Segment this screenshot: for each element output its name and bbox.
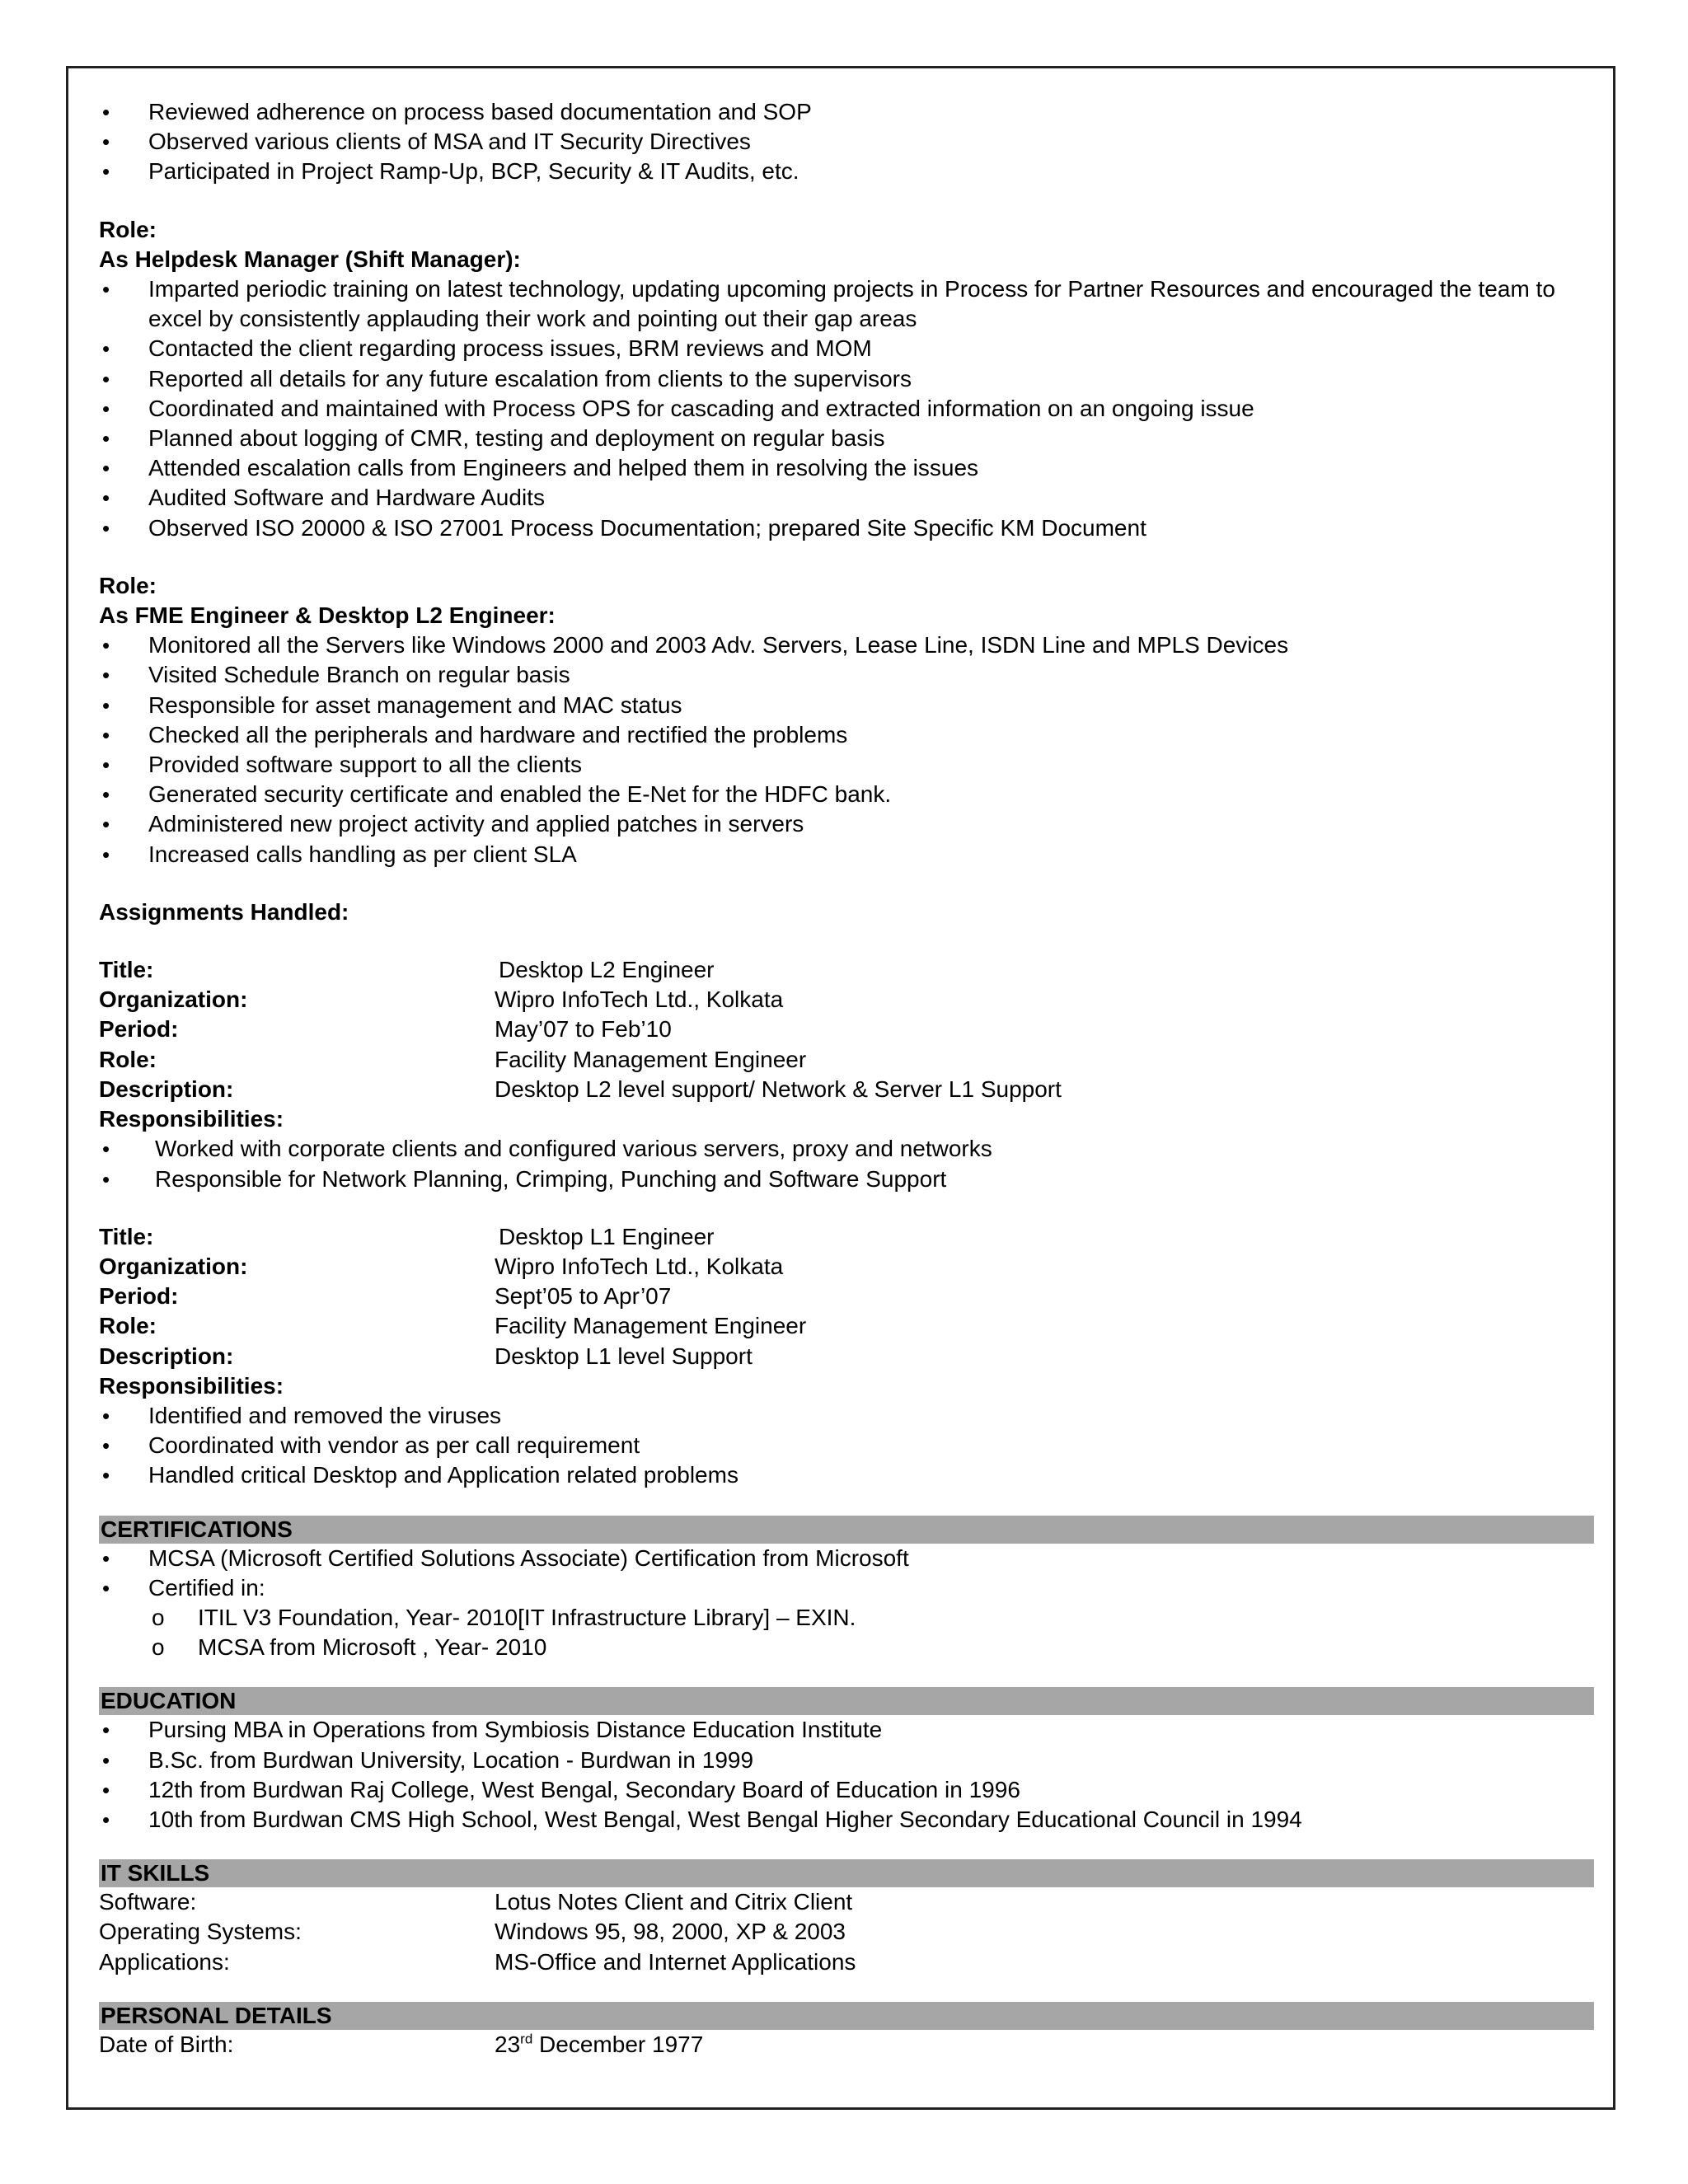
field-label: Title: <box>99 1223 154 1249</box>
assignment-role: Facility Management Engineer <box>495 1046 807 1072</box>
list-item: • Planned about logging of CMR, testing and deployment on regular basis <box>99 424 1591 453</box>
list-item: • Provided software support to all the clients <box>99 750 1591 780</box>
role-bullet-list <box>99 274 1591 543</box>
section-header-certifications: CERTIFICATIONS <box>99 1516 1594 1544</box>
list-item: • 10th from Burdwan CMS High School, West Bengal, West Bengal Higher Secondary Educational Council in 1994 <box>99 1805 1591 1835</box>
assignment-period: Sept’05 to Apr’07 <box>495 1283 672 1310</box>
field-label: Organization: <box>99 1253 248 1279</box>
assignment-organization: Wipro InfoTech Ltd., Kolkata <box>495 1253 784 1279</box>
list-item: • MCSA (Microsoft Certified Solutions Associate) Certification from Microsoft <box>99 1544 1591 1573</box>
dob-day: 23 <box>495 2031 521 2057</box>
field-label: Title: <box>99 957 154 983</box>
section-header-it-skills: IT SKILLS <box>99 1859 1594 1887</box>
field-label: Organization: <box>99 987 248 1013</box>
list-item: • Observed ISO 20000 & ISO 27001 Process Documentation; prepared Site Specific KM Document <box>99 513 1591 543</box>
list-item: o ITIL V3 Foundation, Year- 2010[IT Infrastructure Library] – EXIN. <box>99 1603 1591 1633</box>
assignment-title: Desktop L2 Engineer <box>499 957 715 983</box>
section-header-education: EDUCATION <box>99 1687 1594 1715</box>
assignment-block <box>99 1222 1591 1491</box>
list-item: • Administered new project activity and applied patches in servers <box>99 809 1591 839</box>
role-bullet-list <box>99 630 1591 869</box>
list-item: • Observed various clients of MSA and IT Security Directives <box>99 127 1591 157</box>
list-item: o MCSA from Microsoft , Year- 2010 <box>99 1633 1591 1662</box>
list-item: • Coordinated and maintained with Process OPS for cascading and extracted information on an ongoing issue <box>99 394 1591 424</box>
role-title: As FME Engineer & Desktop L2 Engineer: <box>99 602 556 629</box>
list-item: • Monitored all the Servers like Windows 2000 and 2003 Adv. Servers, Lease Line, ISDN Line and MPLS Devices <box>99 630 1591 660</box>
role-title: As Helpdesk Manager (Shift Manager): <box>99 246 521 272</box>
field-label: Period: <box>99 1016 179 1043</box>
list-item: • Contacted the client regarding process issues, BRM reviews and MOM <box>99 334 1591 363</box>
list-item: • 12th from Burdwan Raj College, West Bengal, Secondary Board of Education in 1996 <box>99 1775 1591 1805</box>
resume-page <box>99 97 1591 2060</box>
list-item: • Reviewed adherence on process based documentation and SOP <box>99 97 1591 127</box>
list-item: • Imparted periodic training on latest technology, updating upcoming projects in Process for Partner Resources and encouraged the team to excel by consistently applauding their work and pointing out their gap areas <box>99 274 1591 334</box>
field-label: Period: <box>99 1283 179 1310</box>
list-item: • Responsible for Network Planning, Crimping, Punching and Software Support <box>99 1165 1591 1194</box>
field-label: Applications: <box>99 1948 230 1975</box>
it-skills-table <box>99 1887 1591 1977</box>
responsibilities-label: Responsibilities: <box>99 1372 284 1399</box>
assignment-title: Desktop L1 Engineer <box>499 1223 715 1249</box>
certifications-list <box>99 1544 1591 1603</box>
responsibilities-list <box>99 1134 1591 1193</box>
list-item: • Coordinated with vendor as per call requirement <box>99 1431 1591 1460</box>
intro-bullet-list <box>99 97 1591 187</box>
assignment-block <box>99 955 1591 1194</box>
field-label: Description: <box>99 1076 234 1102</box>
list-item: • B.Sc. from Burdwan University, Location - Burdwan in 1999 <box>99 1746 1591 1775</box>
list-item: • Pursing MBA in Operations from Symbiosis Distance Education Institute <box>99 1715 1591 1745</box>
role-heading: Role: <box>99 572 157 598</box>
assignment-description: Desktop L2 level support/ Network & Server L1 Support <box>495 1076 1062 1102</box>
list-item: • Responsible for asset management and MAC status <box>99 691 1591 720</box>
list-item: • Increased calls handling as per client SLA <box>99 840 1591 869</box>
list-item: • Certified in: <box>99 1573 1591 1603</box>
list-item: • Identified and removed the viruses <box>99 1401 1591 1431</box>
field-label: Software: <box>99 1889 197 1915</box>
field-label: Operating Systems: <box>99 1919 302 1945</box>
list-item: • Reported all details for any future escalation from clients to the supervisors <box>99 364 1591 394</box>
field-label: Role: <box>99 1046 157 1072</box>
field-label: Date of Birth: <box>99 2031 234 2057</box>
list-item: • Audited Software and Hardware Audits <box>99 483 1591 513</box>
responsibilities-list <box>99 1401 1591 1491</box>
assignment-period: May’07 to Feb’10 <box>495 1016 672 1043</box>
responsibilities-label: Responsibilities: <box>99 1106 284 1132</box>
dob-suffix: rd <box>520 2031 533 2047</box>
list-item: • Participated in Project Ramp-Up, BCP, Security & IT Audits, etc. <box>99 157 1591 186</box>
list-item: • Worked with corporate clients and configured various servers, proxy and networks <box>99 1134 1591 1164</box>
education-list <box>99 1715 1591 1835</box>
assignment-role: Facility Management Engineer <box>495 1313 807 1339</box>
certifications-sub-list <box>99 1603 1591 1662</box>
list-item: • Attended escalation calls from Engineers and helped them in resolving the issues <box>99 453 1591 483</box>
field-label: Description: <box>99 1343 234 1369</box>
role-heading: Role: <box>99 216 157 242</box>
date-of-birth-value <box>495 2030 1591 2060</box>
list-item: • Generated security certificate and enabled the E-Net for the HDFC bank. <box>99 780 1591 809</box>
assignment-organization: Wipro InfoTech Ltd., Kolkata <box>495 987 784 1013</box>
assignments-heading: Assignments Handled: <box>99 898 349 925</box>
field-value: Lotus Notes Client and Citrix Client <box>495 1889 853 1915</box>
field-value: MS-Office and Internet Applications <box>495 1948 856 1975</box>
field-value: Windows 95, 98, 2000, XP & 2003 <box>495 1919 846 1945</box>
section-header-personal-details: PERSONAL DETAILS <box>99 2002 1594 2030</box>
list-item: • Checked all the peripherals and hardware and rectified the problems <box>99 720 1591 750</box>
field-label: Role: <box>99 1313 157 1339</box>
dob-rest: December 1977 <box>532 2031 704 2057</box>
list-item: • Visited Schedule Branch on regular basis <box>99 660 1591 690</box>
date-of-birth-row <box>99 2030 1591 2060</box>
list-item: • Handled critical Desktop and Application related problems <box>99 1460 1591 1490</box>
assignment-description: Desktop L1 level Support <box>495 1343 753 1369</box>
